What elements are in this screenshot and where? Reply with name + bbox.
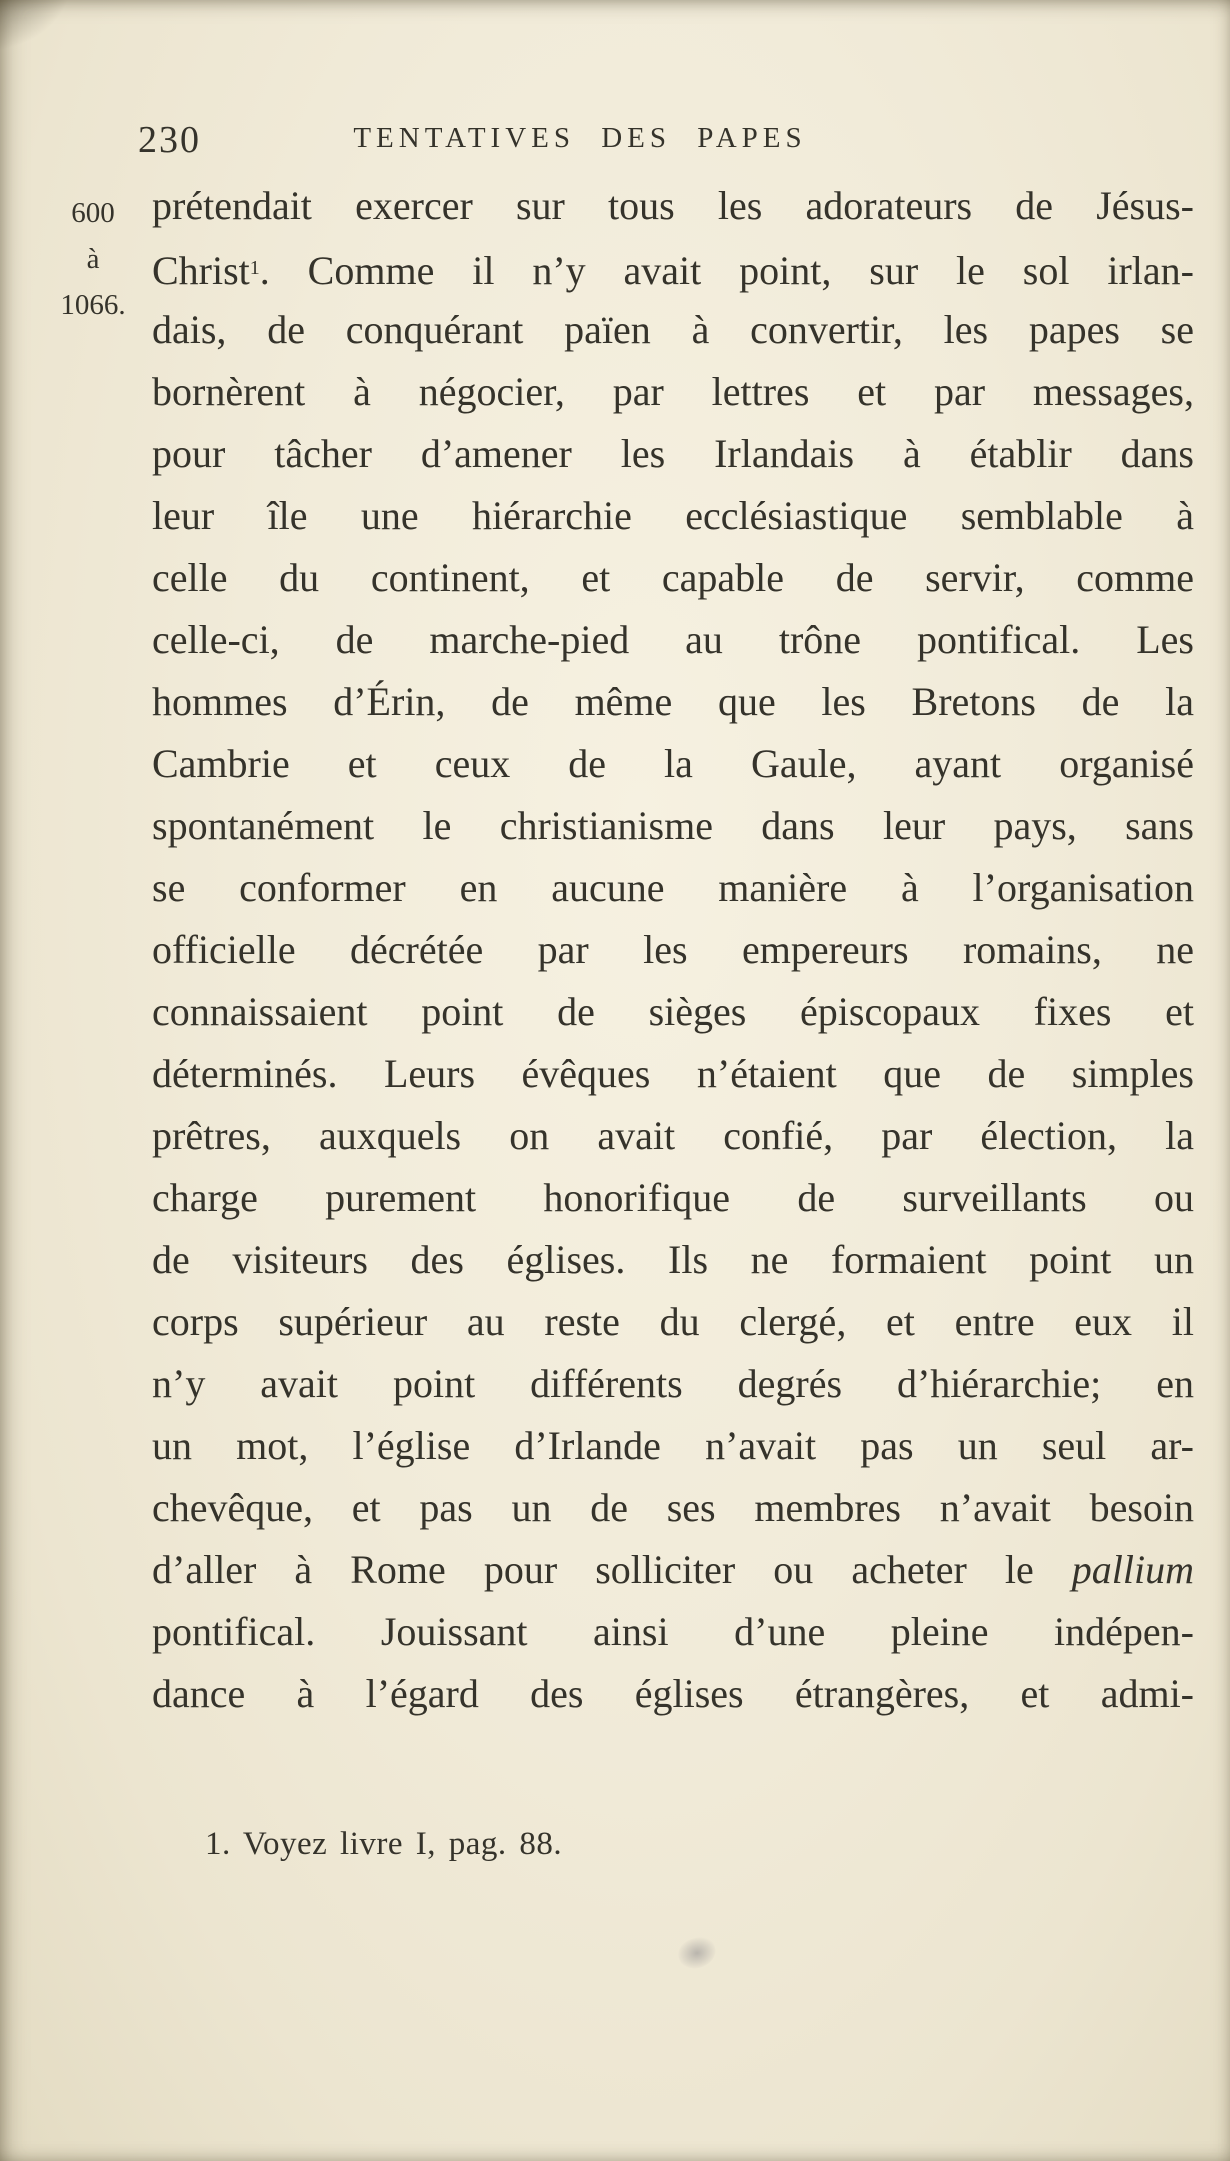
text-line: se conformer en aucune manière à l’organisation bbox=[152, 865, 1194, 910]
text-line: de visiteurs des églises. Ils ne formaient point un bbox=[152, 1237, 1194, 1282]
text-line: n’y avait point différents degrés d’hiérarchie; en bbox=[152, 1361, 1194, 1406]
margin-note-line: 1066. bbox=[60, 289, 126, 321]
text-line: pour tâcher d’amener les Irlandais à établir dans bbox=[152, 431, 1194, 476]
text-line: celle-ci, de marche-pied au trône pontifical. Les bbox=[152, 617, 1194, 662]
text-line: prêtres, auxquels on avait confié, par élection, la bbox=[152, 1113, 1194, 1158]
text-line: bornèrent à négocier, par lettres et par messages, bbox=[152, 369, 1194, 414]
text-line: d’aller à Rome pour solliciter ou acheter le pallium bbox=[152, 1547, 1194, 1592]
margin-note-line: à bbox=[86, 243, 100, 275]
text-line: hommes d’Érin, de même que les Bretons de la bbox=[152, 679, 1194, 724]
footnote: 1. Voyez livre I, pag. 88. bbox=[205, 1826, 563, 1862]
text-line: connaissaient point de sièges épiscopaux fixes et bbox=[152, 989, 1194, 1034]
text-line: celle du continent, et capable de servir, comme bbox=[152, 555, 1194, 600]
running-header-title: TENTATIVES DES PAPES bbox=[353, 122, 807, 154]
text-line: chevêque, et pas un de ses membres n’avait besoin bbox=[152, 1485, 1194, 1530]
text-line: officielle décrétée par les empereurs romains, ne bbox=[152, 927, 1194, 972]
scan-corner-shadow bbox=[0, 0, 72, 52]
text-line: corps supérieur au reste du clergé, et entre eux il bbox=[152, 1299, 1194, 1344]
page-number: 230 bbox=[138, 119, 201, 161]
margin-note-line: 600 bbox=[71, 197, 115, 229]
text-line: charge purement honorifique de surveillants ou bbox=[152, 1175, 1194, 1220]
text-line: dance à l’égard des églises étrangères, et admi- bbox=[152, 1671, 1194, 1716]
body-text bbox=[152, 175, 1194, 1725]
text-line: déterminés. Leurs évêques n’étaient que de simples bbox=[152, 1051, 1194, 1096]
margin-note bbox=[32, 190, 154, 328]
text-line: pontifical. Jouissant ainsi d’une pleine indépen- bbox=[152, 1609, 1194, 1654]
paper-smudge bbox=[675, 1934, 719, 1973]
text-line: leur île une hiérarchie ecclésiastique semblable à bbox=[152, 493, 1194, 538]
text-line: Cambrie et ceux de la Gaule, ayant organisé bbox=[152, 741, 1194, 786]
text-line: un mot, l’église d’Irlande n’avait pas un seul ar- bbox=[152, 1423, 1194, 1468]
text-line: Christ$^1$. Comme il n’y avait point, sur le sol irlan- bbox=[152, 248, 1194, 293]
running-head bbox=[138, 112, 1195, 162]
text-line: spontanément le christianisme dans leur pays, sans bbox=[152, 803, 1194, 848]
text-line: prétendait exercer sur tous les adorateurs de Jésus- bbox=[152, 183, 1194, 228]
text-line: dais, de conquérant païen à convertir, les papes se bbox=[152, 307, 1194, 352]
